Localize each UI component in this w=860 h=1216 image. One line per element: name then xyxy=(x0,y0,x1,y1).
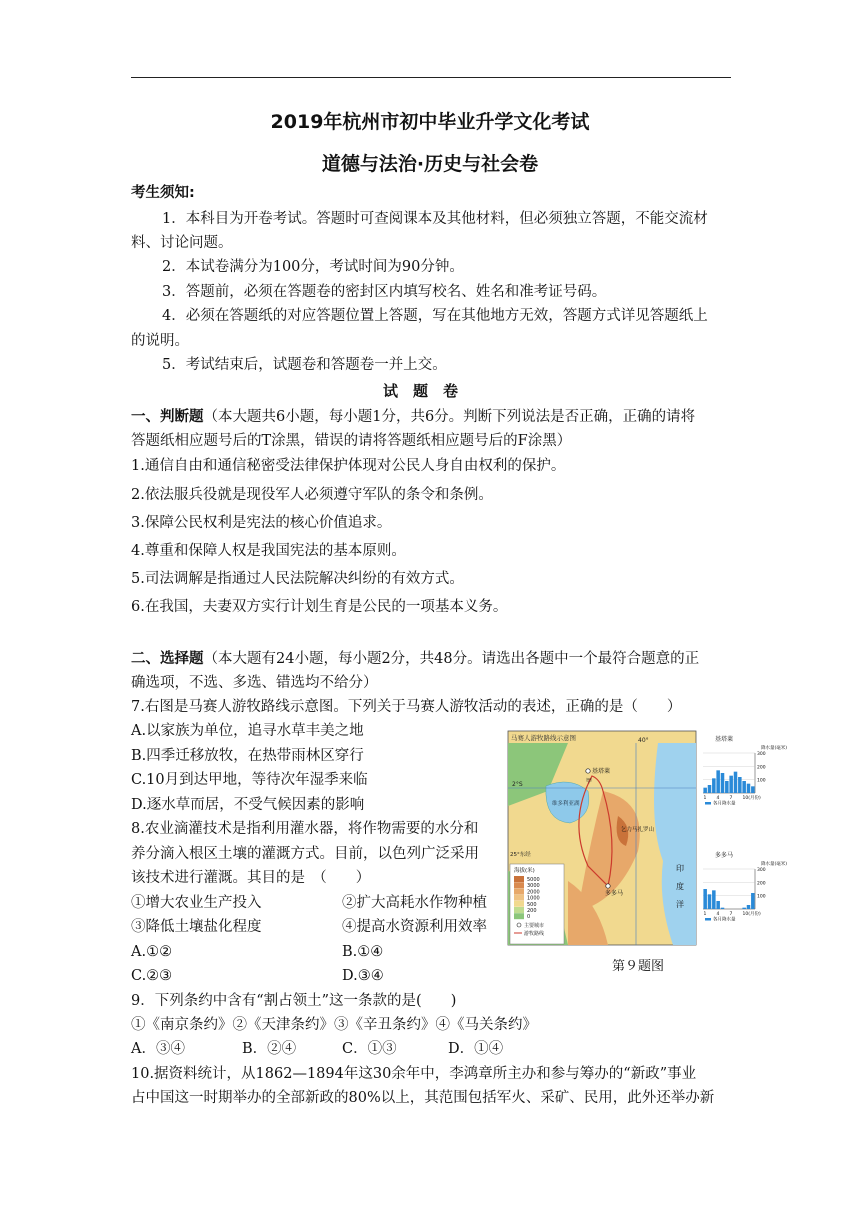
legend-swatch xyxy=(514,882,524,888)
place-kilimanjaro: 乞力马扎罗山 xyxy=(621,827,655,833)
climate-bar xyxy=(716,901,720,909)
lake-label: 维多利亚湖 xyxy=(552,801,580,807)
question-3: 3.保障公民权利是宪法的核心价值追求。 xyxy=(131,515,392,531)
q8-choice-b: B.①④ xyxy=(342,944,384,960)
exam-title: 2019年杭州市初中毕业升学文化考试 xyxy=(270,111,590,133)
part1-intro-2: 答题纸相应题号后的T涂黑，错误的请将答题纸相应题号后的F涂黑） xyxy=(131,433,572,449)
question-2: 2.依法服兵役就是现役军人必须遵守军队的条令和条例。 xyxy=(131,487,493,503)
question-8-stem-1: 8.农业滴灌技术是指利用灌水器，将作物需要的水分和 xyxy=(131,821,479,837)
climate-legend-swatch xyxy=(705,802,711,805)
question-9-stem: 9．下列条约中含有“割占领土”这一条款的是( ) xyxy=(131,993,457,1009)
ocean-char-2: 度 xyxy=(676,882,684,891)
q9-treaties: ①《南京条约》②《天津条约》③《辛丑条约》④《马关条约》 xyxy=(131,1017,537,1033)
legend-swatch xyxy=(514,888,524,894)
question-4: 4.尊重和保障人权是我国宪法的基本原则。 xyxy=(131,543,406,559)
legend-level-label: 3000 xyxy=(527,883,540,890)
question-10-line-2: 占中国这一时期举办的全部新政的80%以上，其范围包括军火、采矿、民用，此外还举办新 xyxy=(131,1090,715,1106)
climate-bar xyxy=(742,781,746,793)
climate-bar xyxy=(751,893,755,909)
climate-x-tick: 4 xyxy=(716,912,720,917)
climate-y-label: 降水量(毫米) xyxy=(761,746,788,751)
meridian-label: 25°东经 xyxy=(510,852,531,858)
part2-heading: 二、选择题 xyxy=(131,651,204,667)
q7-option-c: C.10月到达甲地，等待次年湿季来临 xyxy=(131,772,368,788)
climate-bar xyxy=(725,781,729,793)
climate-y-tick: 100 xyxy=(757,894,766,900)
climate-y-tick: 200 xyxy=(757,765,766,771)
map-title: 马赛人游牧路线示意图 xyxy=(511,734,576,742)
climate-x-tick: 1 xyxy=(703,796,707,801)
q7-option-b: B.四季迁移放牧，在热带雨林区穿行 xyxy=(131,748,364,764)
q8-item-4: ④提高水资源利用效率 xyxy=(342,919,487,935)
part1-heading: 一、判断题 xyxy=(131,409,204,425)
notice-line-3: 3．答题前，必须在答题卷的密封区内填写校名、姓名和准考证号码。 xyxy=(162,284,607,300)
legend-level-label: 5000 xyxy=(527,877,540,883)
climate-bar xyxy=(747,784,751,793)
city-label-kitale: 基塔莱 xyxy=(592,768,611,775)
part2-intro-2: 确选项，不选、多选、错选均不给分） xyxy=(131,675,378,691)
q8-choice-a: A.①② xyxy=(131,944,173,960)
legend-level-label: 2000 xyxy=(527,889,540,896)
legend-levels xyxy=(514,876,540,920)
climate-x-tick: 10(月份) xyxy=(742,912,761,917)
question-10-line-1: 10.据资料统计，从1862—1894年这30余年中，李鸿章所主办和参与筹办的“新政”事业 xyxy=(131,1066,697,1082)
legend-route-label: 游牧路线 xyxy=(524,931,545,937)
climate-bar xyxy=(738,777,742,793)
climate-bar xyxy=(712,890,716,909)
notice-line-1-cont: 料、讨论问题。 xyxy=(131,235,233,251)
legend-city-label: 主要城市 xyxy=(524,923,545,929)
question-1: 1.通信自由和通信秘密受法律保护体现对公民人身自由权利的保护。 xyxy=(131,458,566,474)
climate-x-tick: 1 xyxy=(703,912,707,917)
q7-option-d: D.逐水草而居，不受气候因素的影响 xyxy=(131,797,365,813)
part1-intro-text: （本大题共6小题，每小题1分，共6分。判断下列说法是否正确，正确的请将 xyxy=(203,409,696,425)
climate-station-label: 基塔莱 xyxy=(715,736,734,743)
section-title: 试 题 卷 xyxy=(383,382,459,400)
q9-choice-a: A．③④ xyxy=(131,1041,185,1057)
climate-x-tick: 4 xyxy=(716,796,720,801)
climate-y-tick: 100 xyxy=(757,778,766,784)
climate-legend-label: 各月降水量 xyxy=(713,801,736,807)
climate-x-tick: 7 xyxy=(729,912,733,917)
legend-title: 海拔(米) xyxy=(514,868,535,874)
notice-line-1: 1．本科目为开卷考试。答题时可查阅课本及其他材料，但必须独立答题，不能交流材 xyxy=(162,211,708,227)
climate-chart-dodoma xyxy=(703,851,787,923)
climate-y-tick: 300 xyxy=(757,868,766,873)
ocean-char-1: 印 xyxy=(676,864,684,873)
longitude-label: 40° xyxy=(638,737,649,744)
climate-legend-swatch xyxy=(705,918,711,921)
legend-swatch xyxy=(514,913,524,919)
top-rule xyxy=(131,77,731,78)
q9-choice-d: D．①④ xyxy=(448,1041,504,1057)
climate-x-tick: 7 xyxy=(729,796,733,801)
legend-level-label: 0 xyxy=(527,914,531,921)
part1-intro xyxy=(131,408,695,426)
question-8-stem-3: 该技术进行灌溉。其目的是 （ ） xyxy=(131,870,371,886)
climate-y-tick: 300 xyxy=(757,752,766,757)
figure-9 xyxy=(508,731,788,951)
q8-choice-c: C.②③ xyxy=(131,968,173,984)
question-6: 6.在我国，夫妻双方实行计划生育是公民的一项基本义务。 xyxy=(131,599,508,615)
figure-caption: 第９题图 xyxy=(612,959,665,974)
latitude-label: 2°S xyxy=(512,781,523,788)
q8-item-2: ②扩大高耗水作物种植 xyxy=(342,895,487,911)
q8-item-1: ①增大农业生产投入 xyxy=(131,895,262,911)
city-marker-dodoma xyxy=(606,884,610,888)
part2-intro-text: （本大题有24小题，每小题2分，共48分。请选出各题中一个最符合题意的正 xyxy=(203,651,700,667)
part2-intro xyxy=(131,650,699,668)
question-8-stem-2: 养分滴入根区土壤的灌溉方式。目前，以色列广泛采用 xyxy=(131,846,479,862)
climate-bar xyxy=(716,770,720,793)
exam-subtitle: 道德与法治·历史与社会卷 xyxy=(321,153,539,175)
question-5: 5.司法调解是指通过人民法院解决纠纷的有效方式。 xyxy=(131,571,464,587)
climate-legend-label: 各月降水量 xyxy=(713,917,736,923)
question-7-stem: 7.右图是马赛人游牧路线示意图。下列关于马赛人游牧活动的表述，正确的是（ ） xyxy=(131,699,682,715)
climate-x-tick: 10(月份) xyxy=(742,796,761,801)
climate-bar xyxy=(721,908,725,909)
legend-swatch xyxy=(514,907,524,913)
city-marker-kitale xyxy=(586,769,590,773)
climate-bar xyxy=(747,905,751,909)
notice-line-5: 5．考试结束后，试题卷和答题卷一并上交。 xyxy=(162,357,447,373)
city-label-dodoma: 多多马 xyxy=(605,890,624,897)
climate-bar xyxy=(703,788,707,793)
climate-bar xyxy=(708,894,712,909)
climate-bar xyxy=(742,908,746,909)
legend-swatch xyxy=(514,901,524,907)
place-jia: 甲 xyxy=(586,778,593,785)
q8-item-3: ③降低土壤盐化程度 xyxy=(131,919,262,935)
climate-chart-kitale xyxy=(703,735,787,807)
climate-bar xyxy=(729,776,733,793)
notice-line-4: 4．必须在答题纸的对应答题位置上答题，写在其他地方无效，答题方式详见答题纸上 xyxy=(162,308,708,324)
legend-level-label: 200 xyxy=(527,908,537,914)
notice-line-2: 2．本试卷满分为100分，考试时间为90分钟。 xyxy=(162,259,464,275)
ocean-char-3: 洋 xyxy=(676,900,684,909)
legend-city-icon xyxy=(517,923,521,927)
climate-bar xyxy=(721,773,725,793)
q9-choice-c: C．①③ xyxy=(342,1041,397,1057)
q7-option-a: A.以家族为单位，追寻水草丰美之地 xyxy=(131,723,364,739)
legend-swatch xyxy=(514,895,524,901)
notice-line-4-cont: 的说明。 xyxy=(131,333,189,349)
climate-station-label: 多多马 xyxy=(715,852,734,859)
climate-bar xyxy=(708,785,712,793)
climate-bar xyxy=(703,889,707,909)
q8-choice-d: D.③④ xyxy=(342,968,384,984)
legend-level-label: 1000 xyxy=(527,895,540,902)
q9-choice-b: B．②④ xyxy=(242,1041,297,1057)
climate-bar xyxy=(751,786,755,793)
climate-y-tick: 200 xyxy=(757,881,766,887)
notice-heading: 考生须知: xyxy=(131,185,195,201)
climate-bar xyxy=(712,778,716,793)
legend-swatch xyxy=(514,876,524,882)
climate-y-label: 降水量(毫米) xyxy=(761,862,788,867)
legend-level-label: 500 xyxy=(527,901,537,908)
climate-bar xyxy=(734,772,738,793)
